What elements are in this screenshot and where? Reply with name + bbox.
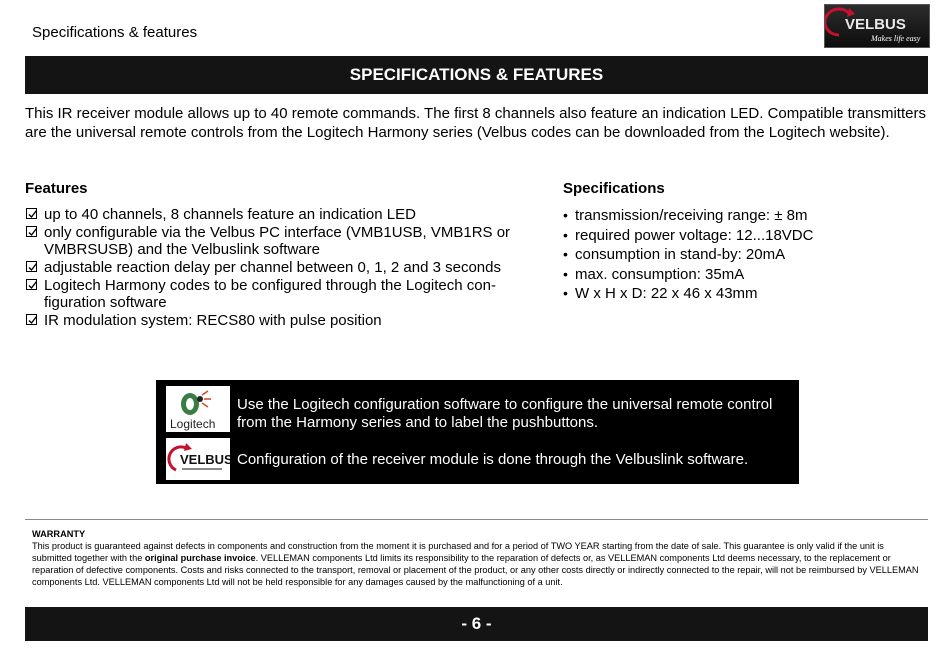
feature-item-text: only configurable via the Velbus PC interface (VMB1USB, VMB1RS or VMBRSUSB) and the Velbuslink software xyxy=(44,224,511,258)
spec-item xyxy=(563,206,933,226)
bullet-icon: • xyxy=(563,246,568,262)
velbus-logo-tagline: Makes life easy xyxy=(871,34,921,43)
feature-item xyxy=(25,312,555,329)
warranty-section xyxy=(32,528,924,588)
specifications-list xyxy=(563,206,933,304)
info-box xyxy=(156,380,799,484)
bullet-icon: • xyxy=(563,207,568,223)
features-list xyxy=(25,206,555,330)
spec-item xyxy=(563,284,933,304)
logitech-logo xyxy=(166,386,230,432)
spec-item-text: W x H x D: 22 x 46 x 43mm xyxy=(575,285,758,302)
specifications-heading: Specifications xyxy=(563,180,665,197)
velbus-logo-text: VELBUS xyxy=(845,16,906,33)
feature-item-text: Logitech Harmony codes to be configured through the Logitech con-figuration software xyxy=(44,277,496,311)
warranty-text-part: . VELLEMAN components Ltd limits its responsibility to the reparation of defects or, as VELLEMAN components Ltd deems necessary, to the replacement or reparation of defective components. Costs and risks connected to the transport, removal or placement of the product, or any other costs directly or indirectly connected to the repair, will not be reimbursed by VELLEMAN components Ltd. VELLEMAN components Ltd will not be held responsible for any damages caused by the malfunctioning of a unit. xyxy=(32,553,919,587)
feature-item-text: IR modulation system: RECS80 with pulse position xyxy=(44,312,382,329)
logitech-logo-graphic xyxy=(166,386,230,432)
feature-item xyxy=(25,259,555,276)
intro-paragraph: This IR receiver module allows up to 40 remote commands. The first 8 channels also feature an indication LED. Compatible transmitters are the universal remote controls from the Logitech Harmony series (Velbus codes can be downloaded from the Logitech website). xyxy=(25,105,926,141)
feature-item-text: up to 40 channels, 8 channels feature an indication LED xyxy=(44,206,416,223)
spec-item-text: consumption in stand-by: 20mA xyxy=(575,246,786,263)
spec-item-text: required power voltage: 12...18VDC xyxy=(575,226,814,244)
velbus-small-logo xyxy=(166,438,230,480)
page-number-footer: - 6 - xyxy=(25,607,928,641)
velbus-small-logo-text: VELBUS xyxy=(180,452,230,467)
checkbox-checked-icon xyxy=(26,226,37,237)
bullet-icon: • xyxy=(563,285,568,301)
warranty-title: WARRANTY xyxy=(32,529,86,539)
spec-item xyxy=(563,265,933,285)
feature-item xyxy=(25,206,555,223)
checkbox-checked-icon xyxy=(26,279,37,290)
velbus-logo-graphic xyxy=(825,5,929,47)
checkbox-checked-icon xyxy=(26,208,37,219)
info-line-logitech: Use the Logitech configuration software to configure the universal remote control from the Harmony series and to label the pushbuttons. xyxy=(237,396,773,431)
bullet-icon: • xyxy=(563,226,568,243)
feature-item xyxy=(25,277,555,311)
divider xyxy=(25,519,928,520)
features-heading: Features xyxy=(25,180,88,197)
section-banner: SPECIFICATIONS & FEATURES xyxy=(25,56,928,94)
spec-item xyxy=(563,226,933,246)
velbus-logo xyxy=(824,4,930,48)
feature-item xyxy=(25,224,555,258)
feature-item-text: adjustable reaction delay per channel between 0, 1, 2 and 3 seconds xyxy=(44,259,501,276)
checkbox-checked-icon xyxy=(26,261,37,272)
spec-item-text: max. consumption: 35mA xyxy=(575,265,745,283)
page-header-title: Specifications & features xyxy=(32,24,198,41)
checkbox-checked-icon xyxy=(26,314,37,325)
spec-item-text: transmission/receiving range: ± 8m xyxy=(575,207,808,224)
bullet-icon: • xyxy=(563,265,568,282)
info-line-velbuslink: Configuration of the receiver module is done through the Velbuslink software. xyxy=(237,451,749,468)
warranty-text-part: This product is guaranteed against defects in components and construction from the moment it is purchased and for a period of TWO YEAR starting from the date of sale. This guarantee is only valid if the unit is submitted together with the xyxy=(32,541,884,563)
logitech-logo-text: Logitech xyxy=(170,417,216,431)
warranty-text-bold: original purchase invoice xyxy=(144,553,256,563)
spec-item xyxy=(563,245,933,265)
warranty-text xyxy=(32,540,924,588)
velbus-small-logo-graphic xyxy=(166,438,230,480)
